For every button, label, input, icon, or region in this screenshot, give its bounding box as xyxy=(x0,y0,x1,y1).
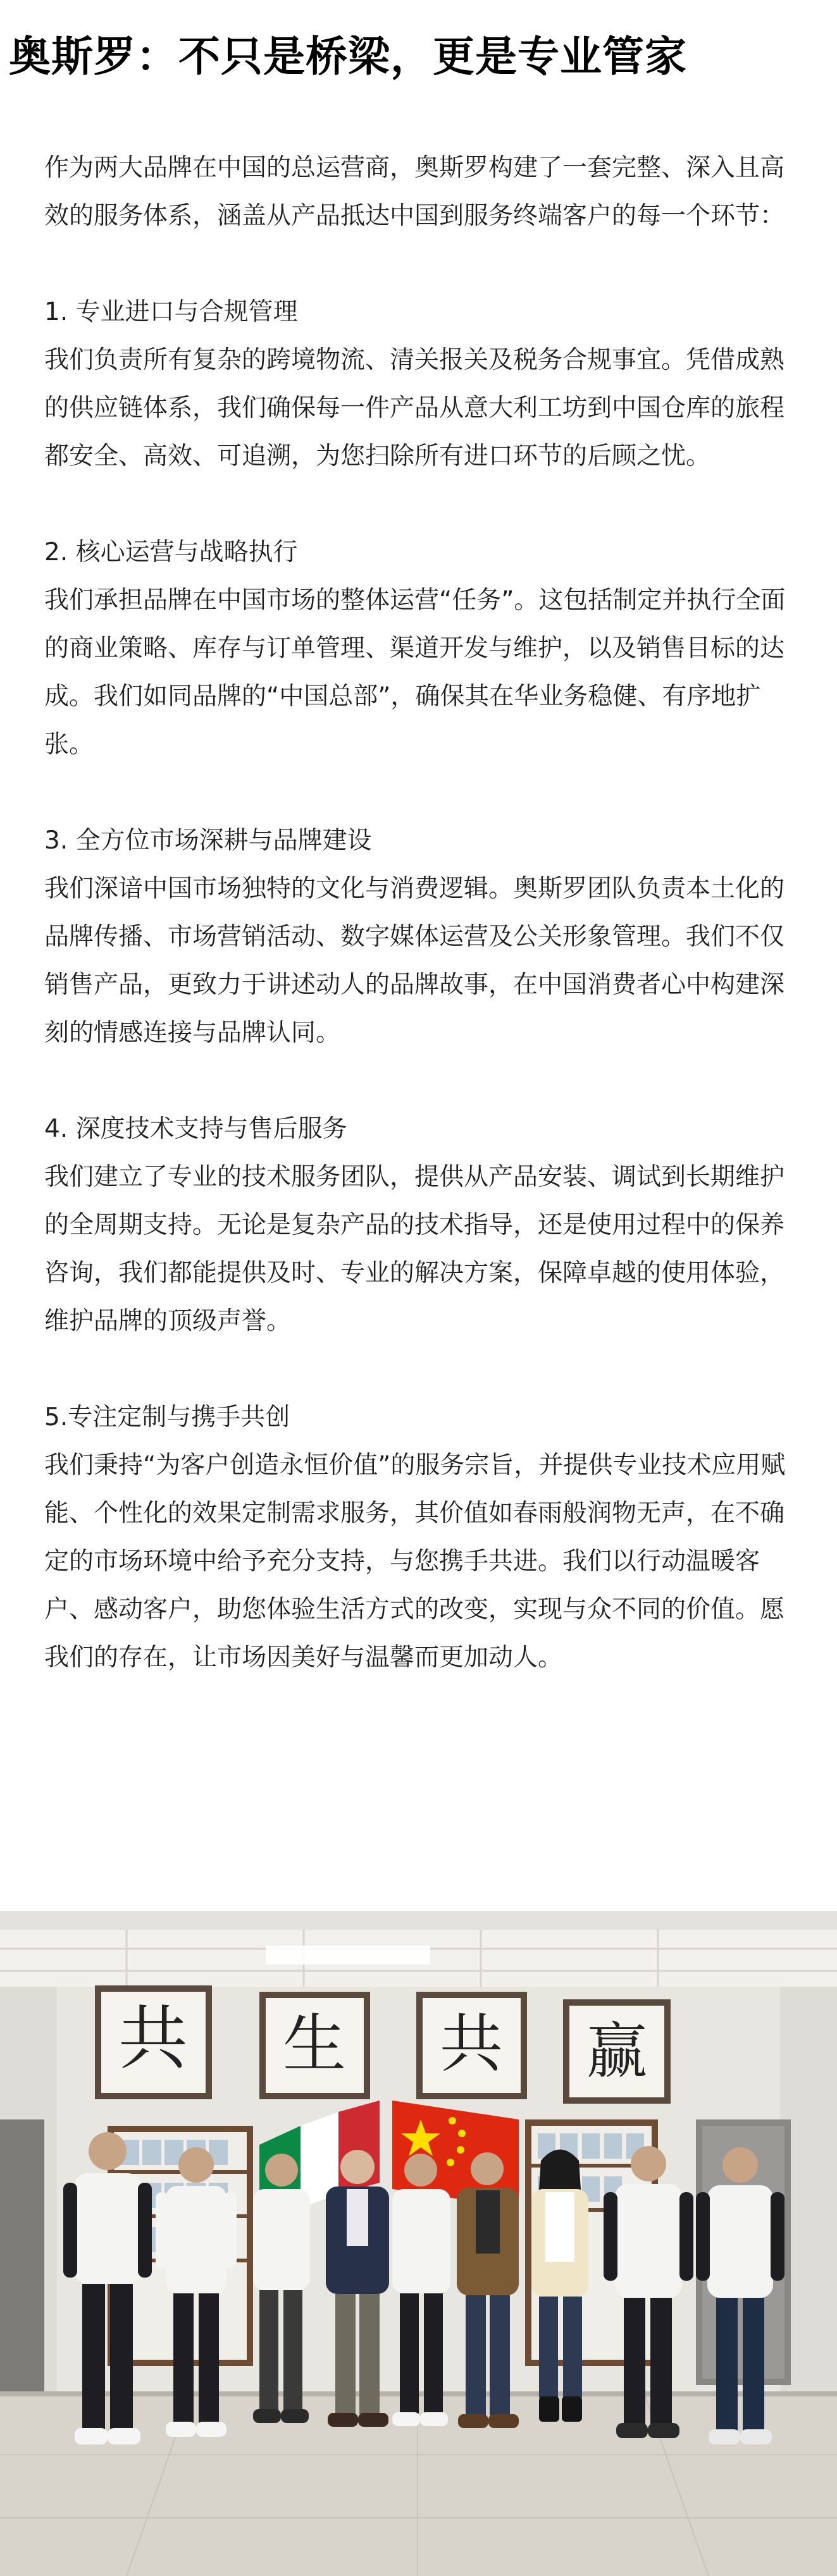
section-body: 我们建立了专业的技术服务团队，提供从产品安装、调试到长期维护的全周期支持。无论是复杂产品的技术指导，还是使用过程中的保养咨询，我们都能提供及时、专业的解决方案，保障卓越的使用体验，维护品牌的顶级声誉。 xyxy=(44,1163,785,1335)
calligraphy-char: 生 xyxy=(283,2007,346,2081)
section-1 xyxy=(44,288,791,481)
section-4 xyxy=(44,1105,791,1346)
section-heading: 3. 全方位市场深耕与品牌建设 xyxy=(44,826,372,855)
section-body: 我们承担品牌在中国市场的整体运营“任务”。这包括制定并执行全面的商业策略、库存与订单管理、渠道开发与维护，以及销售目标的达成。我们如同品牌的“中国总部”，确保其在华业务稳健、有序地扩张。 xyxy=(44,586,786,759)
section-heading: 1. 专业进口与合规管理 xyxy=(44,298,298,326)
team-photo xyxy=(0,1911,837,2576)
section-heading: 4. 深度技术支持与售后服务 xyxy=(44,1115,347,1143)
calligraphy-frame-2 xyxy=(259,1992,370,2099)
section-5 xyxy=(44,1394,791,1682)
section-body: 我们深谙中国市场独特的文化与消费逻辑。奥斯罗团队负责本土化的品牌传播、市场营销活动、数字媒体运营及公关形象管理。我们不仅销售产品，更致力于讲述动人的品牌故事，在中国消费者心中构建深刻的情感连接与品牌认同。 xyxy=(44,874,785,1047)
calligraphy-frame-3 xyxy=(416,1992,527,2099)
calligraphy-frame-1 xyxy=(95,1985,212,2099)
calligraphy-char: 赢 xyxy=(586,2016,647,2087)
section-heading: 2. 核心运营与战略执行 xyxy=(44,538,298,567)
article-body xyxy=(44,144,791,1730)
section-body: 我们负责所有复杂的跨境物流、清关报关及税务合规事宜。凭借成熟的供应链体系，我们确保每一件产品从意大利工坊到中国仓库的旅程都安全、高效、可追溯，为您扫除所有进口环节的后顾之忧。 xyxy=(44,346,785,470)
intro-paragraph: 作为两大品牌在中国的总运营商，奥斯罗构建了一套完整、深入且高效的服务体系，涵盖从产品抵达中国到服务终端客户的每一个环节： xyxy=(44,154,785,230)
article-title: 奥斯罗：不只是桥梁，更是专业管家 xyxy=(9,32,687,81)
section-2 xyxy=(44,529,791,769)
section-body: 我们秉持“为客户创造永恒价值”的服务宗旨，并提供专业技术应用赋能、个性化的效果定制需求服务，其价值如春雨般润物无声，在不确定的市场环境中给予充分支持，与您携手共进。我们以行动温暖客户、感动客户，助您体验生活方式的改变，实现与众不同的价值。愿我们的存在，让市场因美好与温馨而更加动人。 xyxy=(44,1451,786,1672)
calligraphy-char: 共 xyxy=(118,1998,188,2079)
calligraphy-char: 共 xyxy=(440,2007,503,2081)
calligraphy-frame-4 xyxy=(563,1999,671,2104)
section-heading: 5.专注定制与携手共创 xyxy=(44,1403,290,1432)
section-3 xyxy=(44,817,791,1057)
